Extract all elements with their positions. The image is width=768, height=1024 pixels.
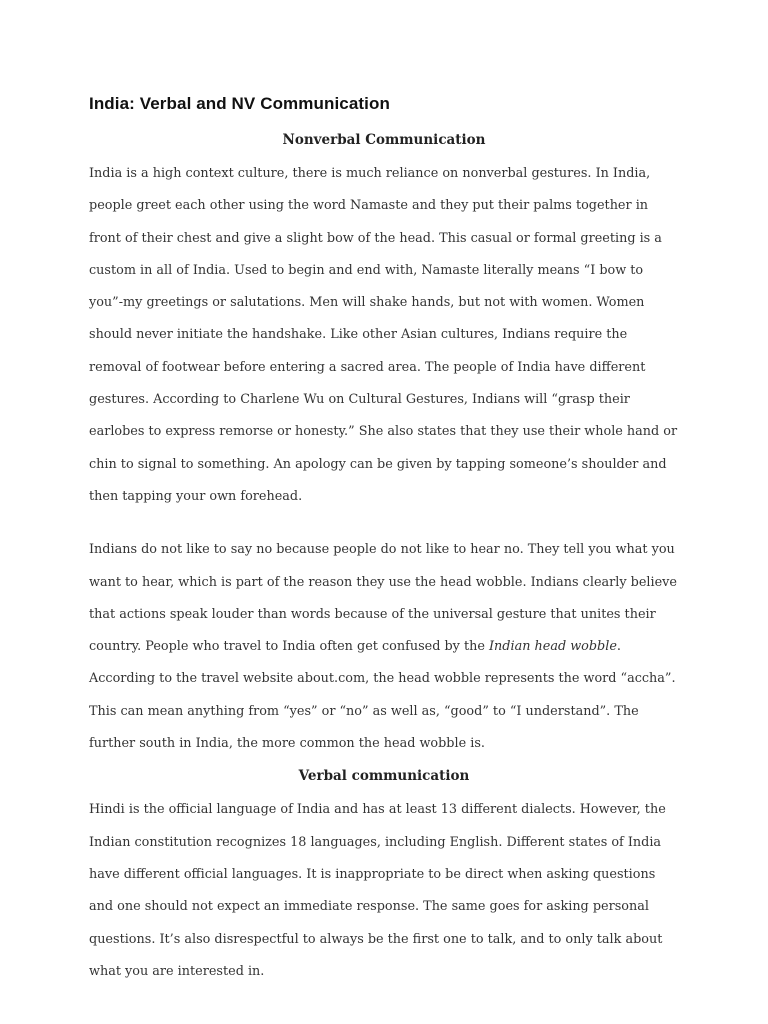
paragraph-text-before-italic: Indians do not like to say no because people do not like to hear no. They tell you what you want to hear, which is part of the reason they use the head wobble. Indians clearly believe that actions speak louder than words because of the universal gesture that unites their country. People who travel to India often get confused by the xyxy=(89,542,677,655)
paragraph-text-after-italic: . According to the travel website about.com, the head wobble represents the word “accha”. This can mean anything from “yes” or “no” as well as, “good” to “I understand”. The further south in India, the more common the head wobble is. xyxy=(89,639,676,752)
section-heading-verbal: Verbal communication xyxy=(298,768,470,785)
paragraph-verbal-1: Hindi is the official language of India and has at least 13 different dialects. However, the Indian constitution recognizes 18 languages, including English. Different states of India have different official languages. It is inappropriate to be direct when asking questions and one should not expect an immediate response. The same goes for asking personal questions. It’s also disrespectful to always be the first one to talk, and to only talk about what you are interested in. xyxy=(89,802,666,979)
paragraph-nonverbal-1: India is a high context culture, there is much reliance on nonverbal gestures. In India, people greet each other using the word Namaste and they put their palms together in front of their chest and give a slight bow of the head. This casual or formal greeting is a custom in all of India. Used to begin and end with, Namaste literally means “I bow to you”-my greetings or salutations. Men will shake hands, but not with women. Women should never initiate the handshake. Like other Asian cultures, Indians require the removal of footwear before entering a sacred area. The people of India have different gestures. According to Charlene Wu on Cultural Gestures, Indians will “grasp their earlobes to express remorse or honesty.” She also states that they use their whole hand or chin to signal to something. An apology can be given by tapping someone’s shoulder and then tapping your own forehead. xyxy=(89,166,678,504)
paragraph-nonverbal-2 xyxy=(89,534,679,760)
document-title: India: Verbal and NV Communication xyxy=(89,94,390,113)
document-page xyxy=(89,90,679,988)
italic-phrase-head-wobble: Indian head wobble xyxy=(488,639,617,655)
section-heading-nonverbal: Nonverbal Communication xyxy=(282,132,486,148)
